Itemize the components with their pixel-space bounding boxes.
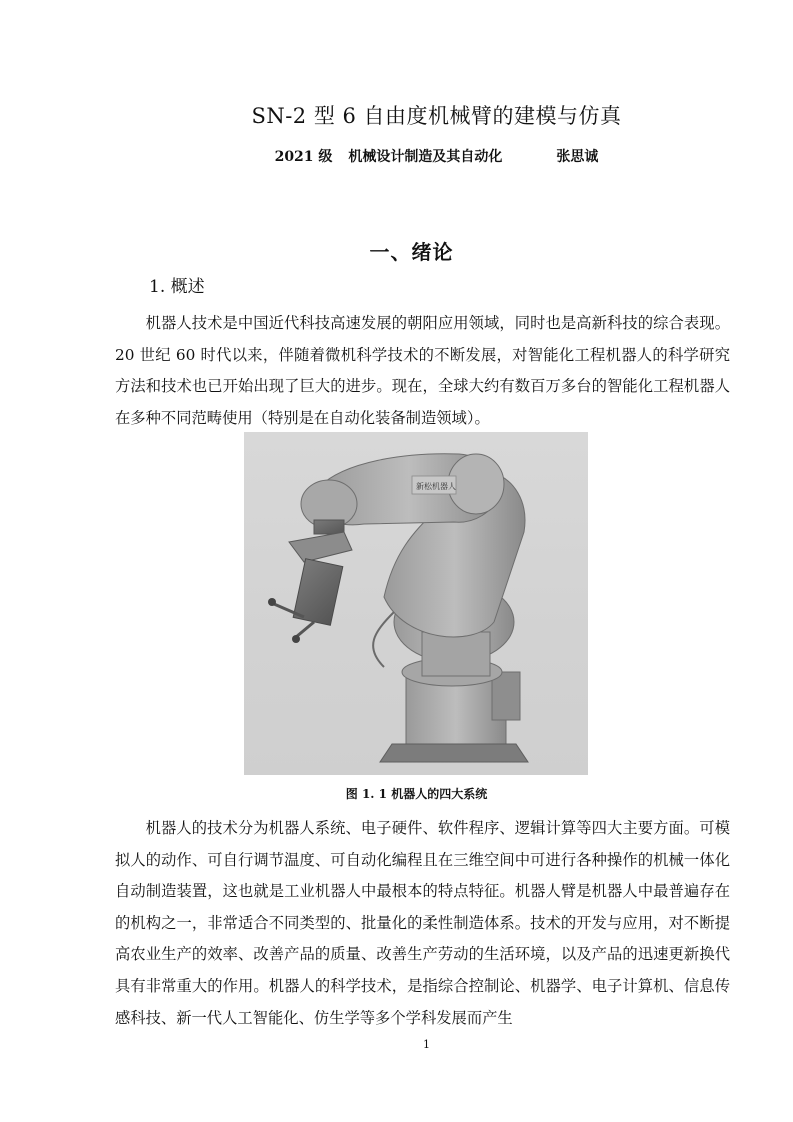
robot-cable xyxy=(373,612,394,667)
page-number: 1 xyxy=(423,1038,430,1051)
paragraph-technology: 机器人的技术分为机器人系统、电子硬件、软件程序、逻辑计算等四大主要方面。可模拟人的动作、可自行调节温度、可自动化编程且在三维空间中可进行各种操作的机械一体化自动制造装置，这也就是工业机器人中最根本的特点特征。机器人臂是机器人中最普遍存在的机构之一，非常适合不同类型的、批量化的柔性制造体系。技术的开发与应用，对不断提高农业生产的效率、改善产品的质量、改善生产劳动的生活环境，以及产品的迅速更新换代具有非常重大的作用。机器人的科学技术，是指综合控制论、机器学、电子计算机、信息传感科技、新一代人工智能化、仿生学等多个学科发展而产生 xyxy=(115,819,730,1027)
document-title: SN-2 型 6 自由度机械臂的建模与仿真 xyxy=(251,104,622,128)
author-major: 机械设计制造及其自动化 xyxy=(348,149,503,165)
robot-waist xyxy=(422,632,490,676)
figure-robot-arm xyxy=(244,432,588,775)
chapter-heading: 一、绪论 xyxy=(369,240,454,264)
section-heading: 1. 概述 xyxy=(149,277,205,297)
author-grade: 2021 级 xyxy=(274,149,333,165)
robot-wrist-flange xyxy=(314,520,344,534)
author-line xyxy=(0,146,793,166)
robot-finger-right xyxy=(296,622,314,637)
figure-caption: 图 1. 1 机器人的四大系统 xyxy=(345,787,488,801)
robot-logo-text: 新松机器人 xyxy=(416,482,456,491)
robot-arm-illustration xyxy=(244,432,588,775)
robot-gripper-bracket xyxy=(289,532,352,562)
robot-finger-tip-left xyxy=(268,598,276,606)
paragraph-intro: 机器人技术是中国近代科技高速发展的朝阳应用领域，同时也是高新科技的综合表现。20 世纪 60 时代以来，伴随着微机科学技术的不断发展，对智能化工程机器人的科学研究方法和技术也已开始出现了巨大的进步。现在，全球大约有数百万多台的智能化工程机器人在多种不同范畴使用（特别是在自动化装备制造领域）。 xyxy=(115,314,730,427)
robot-finger-tip-right xyxy=(292,635,300,643)
robot-base-plate xyxy=(380,744,528,762)
robot-base-side-box xyxy=(492,672,520,720)
author-name: 张思诚 xyxy=(556,149,599,165)
